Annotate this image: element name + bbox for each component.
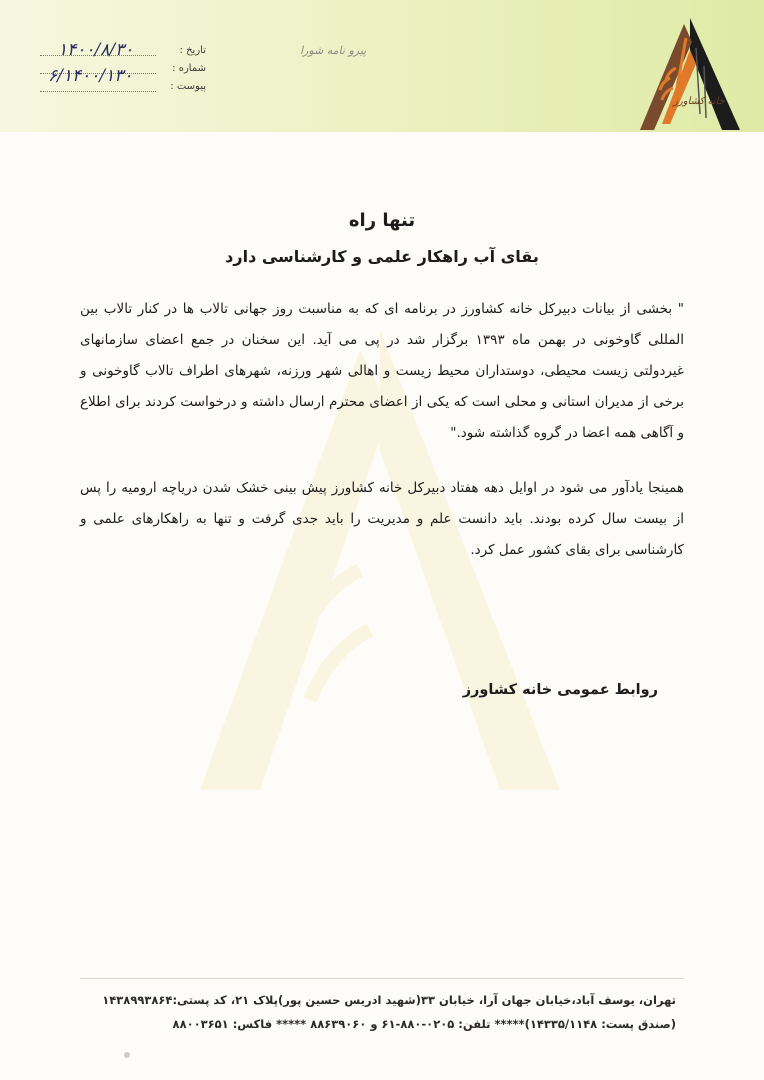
attachment-label: پیوست : [170,81,206,92]
footer-phone-fax: (صندق پست: ۱۴۳۳۵/۱۱۴۸)***** تلفن: ۰۲۰۵-۸۸۰-۶۱ و ۸۸۶۳۹۰۶۰ ***** فاکس: ۸۸۰۰۳۶۵۱ [172,1017,676,1031]
signature: روابط عمومی خانه کشاورز [462,682,658,698]
footer-address: تهران، یوسف آباد،خیابان جهان آرا، خیابان ۳۳(شهید ادریس حسین پور)پلاک ۲۱، کد پستی:۱۴۳۸۹۹۳۸۶۴ [102,993,676,1007]
footer-contact [100,988,676,1036]
date-label: تاریخ : [179,45,206,56]
scan-speck [124,1052,130,1058]
logo-caption: خانه کشاورز [673,96,725,107]
number-label: شماره : [172,63,206,74]
document-subtitle: بقای آب راهکار علمی و کارشناسی دارد [225,247,539,266]
khaneh-keshavarz-logo [640,18,740,130]
document-title: تنها راه [348,210,416,231]
pencil-annotation: پیرو نامه شورا [300,44,367,57]
paragraph-1: " بخشی از بیانات دبیرکل خانه کشاورز در برنامه ای که به مناسبت روز جهانی تالاب ها در کنار تالاب بین المللی گاوخونی در بهمن ماه ۱۳۹۳ برگزار شد در پی می آید. این سخنان در جمع اعضای سازمانهای غیردولتی زیست محیطی، دوستداران محیط زیست و اهالی شهر ورزنه، شهرهای اطراف تالاب گاوخونی و برخی از مدیران استانی و محلی است که یکی از اعضای محترم ارسال داشته و درخواست کردند برای اطلاع و آگاهی همه اعضا در گروه گذاشته شود." [80,301,684,441]
handwritten-date: ۱۴۰۰/۸/۳۰ [58,40,134,60]
paragraph-2: همینجا یادآور می شود در اوایل دهه هفتاد دبیرکل خانه کشاورز پیش بینی خشک شدن دریاچه ارومیه را پس از بیست سال کرده بودند. باید دانست علم و مدیریت را باید جدی گرفت و تنها به راهکارهای علمی و کارشناسی برای بقای کشور عمل کرد. [80,480,684,558]
letter-body [80,210,684,590]
footer-divider [80,978,684,979]
handwritten-number: ۶/۱۴۰۰/۱۳۰ [48,66,133,86]
